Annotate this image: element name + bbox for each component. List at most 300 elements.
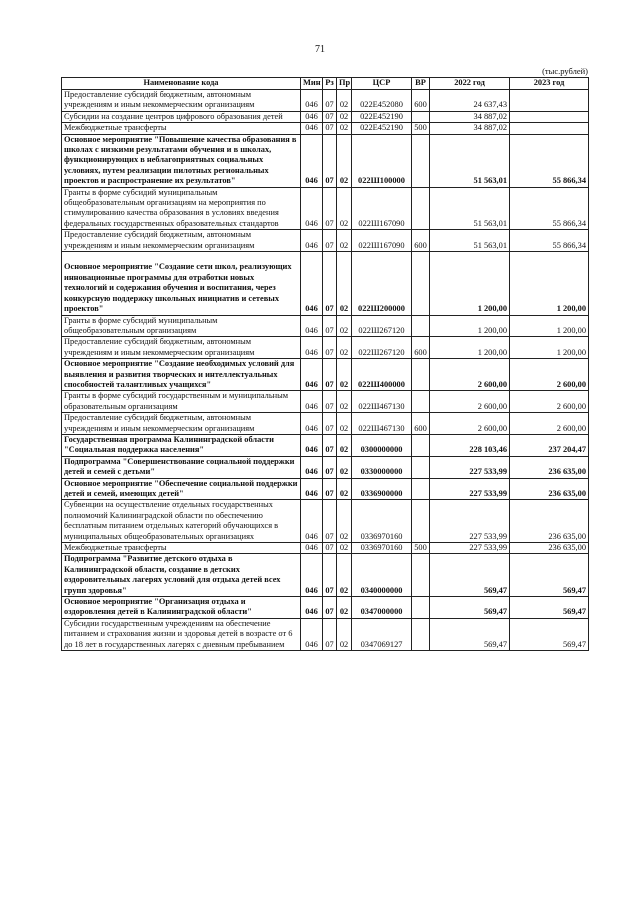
cell-2022-text: 34 887,02 [473,111,507,121]
cell-rz [323,413,337,435]
cell-2023-text: 236 635,00 [548,489,586,499]
cell-pr [337,187,352,230]
cell-csr-text: 022Е452190 [360,111,403,121]
cell-vr-text: 500 [414,123,427,133]
cell-pr [337,478,352,500]
unit-note: (тыс.рублей) [542,66,588,76]
cell-2022 [430,359,510,391]
cell-csr [352,359,412,391]
cell-csr-text: 0330000000 [360,467,403,477]
cell-min [301,618,323,650]
cell-vr [412,413,430,435]
cell-csr [352,123,412,134]
cell-min [301,478,323,500]
cell-vr [412,543,430,554]
cell-name [62,111,301,122]
header-rz: Рз [323,78,337,90]
page-number: 71 [315,44,325,55]
cell-2023 [510,315,589,337]
header-csr: ЦСР [352,78,412,90]
cell-name [62,434,301,456]
cell-2023 [510,434,589,456]
cell-min [301,315,323,337]
cell-csr [352,597,412,619]
cell-2022 [430,597,510,619]
cell-min-text: 046 [305,240,318,250]
cell-2023-text: 2 600,00 [556,379,586,389]
cell-csr [352,187,412,230]
cell-2022 [430,123,510,134]
cell-name-text: Основное мероприятие "Создание необходимых условий для выявления и развития творческих и интеллектуальных способностей талантливых учащихся" [64,359,295,389]
cell-min-text: 046 [305,445,318,455]
cell-min-text: 046 [305,347,318,357]
cell-min-text: 046 [305,123,318,133]
cell-name-text: Гранты в форме субсидий муниципальным общеобразовательным организациям на мероприятия по стимулированию качества образования в условиях введения федеральных государственных образовательных стандартов [64,187,279,228]
cell-2023-text: 236 635,00 [548,531,586,541]
cell-name-text: Подпрограмма "Совершенствование социальной поддержки детей и семей с детьми" [64,456,295,477]
cell-csr-text: 0336900000 [360,489,403,499]
cell-vr [412,391,430,413]
cell-pr-text: 02 [339,543,349,553]
cell-2023-text: 55 866,34 [552,240,586,250]
cell-pr [337,391,352,413]
cell-2022 [430,434,510,456]
cell-2022 [430,230,510,252]
cell-2022 [430,337,510,359]
cell-2023 [510,359,589,391]
cell-pr-text: 02 [339,176,349,186]
cell-csr [352,456,412,478]
cell-pr-text: 02 [339,111,349,121]
table-row [62,111,589,122]
header-vr: ВР [412,78,430,90]
cell-vr [412,478,430,500]
cell-2022-text: 1 200,00 [477,325,507,335]
cell-rz-text: 07 [325,304,334,314]
cell-min-text: 046 [305,111,318,121]
cell-rz [323,359,337,391]
cell-csr-text: 022Ш167090 [358,218,405,228]
cell-min [301,554,323,597]
cell-csr [352,554,412,597]
cell-pr-text: 02 [339,607,349,617]
cell-name-text: Государственная программа Калининградской области "Социальная поддержка населения" [64,434,274,455]
cell-2022 [430,111,510,122]
cell-min [301,434,323,456]
cell-min-text: 046 [305,467,318,477]
cell-name-text: Предоставление субсидий бюджетным, автономным учреждениям и иным некоммерческим организациям [64,413,255,433]
cell-name-text: Подпрограмма "Развитие детского отдыха в Калининградской области, создание в детских оздоровительных лагерях условий для отдыха детей всех групп здоровья" [64,554,281,595]
cell-pr-text: 02 [339,489,349,499]
cell-csr [352,230,412,252]
cell-name [62,252,301,315]
cell-rz-text: 07 [325,123,334,133]
cell-min [301,500,323,543]
cell-csr [352,618,412,650]
cell-2023-text: 236 635,00 [548,467,586,477]
cell-min [301,90,323,112]
cell-min [301,391,323,413]
cell-2023-text: 569,47 [562,639,586,649]
cell-pr-text: 02 [339,585,349,595]
cell-min [301,187,323,230]
cell-2023 [510,134,589,187]
cell-pr-text: 02 [339,531,349,541]
cell-2023-text: 1 200,00 [556,347,586,357]
header-pr: Пр [337,78,352,90]
cell-2023 [510,456,589,478]
cell-csr-text: 022Ш167090 [358,240,405,250]
cell-2022 [430,134,510,187]
cell-pr-text: 02 [339,639,349,649]
cell-rz [323,90,337,112]
table-row [62,413,589,435]
cell-2022-text: 51 563,01 [473,240,507,250]
cell-pr-text: 02 [339,379,349,389]
cell-csr [352,315,412,337]
cell-pr [337,554,352,597]
row-spacer [64,252,298,262]
cell-min [301,337,323,359]
cell-vr [412,434,430,456]
cell-rz-text: 07 [325,240,334,250]
cell-rz [323,337,337,359]
cell-pr [337,359,352,391]
cell-2022-text: 24 637,43 [473,100,507,110]
table-row [62,359,589,391]
cell-min-text: 046 [305,531,318,541]
cell-rz-text: 07 [325,401,334,411]
cell-csr [352,413,412,435]
cell-2022 [430,252,510,315]
cell-2022-text: 2 600,00 [477,401,507,411]
table-header [62,78,589,90]
cell-2022-text: 2 600,00 [477,379,507,389]
cell-rz [323,478,337,500]
cell-pr-text: 02 [339,100,349,110]
cell-csr-text: 0347000000 [360,607,403,617]
cell-name [62,359,301,391]
table-row [62,434,589,456]
cell-min-text: 046 [305,639,318,649]
cell-name-text: Предоставление субсидий бюджетным, автономным учреждениям и иным некоммерческим организациям [64,90,255,110]
cell-2023 [510,337,589,359]
cell-csr-text: 022Ш267120 [358,325,405,335]
cell-vr-text: 600 [414,100,427,110]
cell-pr-text: 02 [339,325,349,335]
cell-2023 [510,554,589,597]
cell-pr-text: 02 [339,467,349,477]
cell-name-text: Межбюджетные трансферты [64,543,167,553]
cell-vr [412,90,430,112]
cell-csr-text: 022Ш267120 [358,347,405,357]
cell-min [301,597,323,619]
cell-2023 [510,500,589,543]
cell-min-text: 046 [305,423,318,433]
header-min: Мин [301,78,323,90]
cell-rz-text: 07 [325,379,334,389]
cell-pr [337,543,352,554]
cell-min [301,230,323,252]
cell-name [62,90,301,112]
cell-vr [412,618,430,650]
table-row [62,478,589,500]
cell-rz-text: 07 [325,176,334,186]
cell-vr [412,359,430,391]
cell-2023 [510,187,589,230]
cell-2022-text: 569,47 [483,585,507,595]
cell-csr [352,134,412,187]
cell-name [62,456,301,478]
cell-pr [337,597,352,619]
cell-2023-text: 1 200,00 [556,325,586,335]
cell-vr [412,230,430,252]
cell-2023 [510,618,589,650]
cell-2022 [430,618,510,650]
cell-2022-text: 34 887,02 [473,123,507,133]
table-row [62,391,589,413]
cell-pr [337,413,352,435]
cell-vr [412,315,430,337]
cell-rz [323,618,337,650]
cell-name-text: Предоставление субсидий бюджетным, автономным учреждениям и иным некоммерческим организациям [64,230,255,250]
cell-2023 [510,597,589,619]
cell-vr [412,252,430,315]
cell-min [301,134,323,187]
header-name: Наименование кода [62,78,301,90]
cell-2022 [430,543,510,554]
table-row [62,597,589,619]
cell-rz [323,543,337,554]
cell-csr [352,90,412,112]
cell-name [62,554,301,597]
cell-rz-text: 07 [325,531,334,541]
cell-rz [323,230,337,252]
cell-2023-text: 236 635,00 [548,543,586,553]
cell-2023 [510,391,589,413]
cell-rz [323,554,337,597]
cell-min-text: 046 [305,325,318,335]
cell-2023-text: 55 866,34 [552,176,586,186]
cell-rz-text: 07 [325,445,334,455]
cell-min-text: 046 [305,304,318,314]
table-row [62,456,589,478]
cell-vr-text: 500 [414,543,427,553]
cell-name [62,134,301,187]
cell-2023-text: 1 200,00 [556,304,586,314]
cell-pr [337,123,352,134]
cell-csr-text: 0347069127 [360,639,403,649]
cell-name-text: Межбюджетные трансферты [64,123,167,133]
table-row [62,500,589,543]
cell-2022-text: 227 533,99 [469,543,507,553]
cell-min-text: 046 [305,176,318,186]
cell-vr-text: 600 [414,423,427,433]
cell-rz-text: 07 [325,423,334,433]
cell-min [301,123,323,134]
cell-min [301,111,323,122]
table-row [62,315,589,337]
cell-pr-text: 02 [339,445,349,455]
table-row [62,337,589,359]
cell-pr [337,500,352,543]
cell-2022 [430,413,510,435]
cell-min-text: 046 [305,543,318,553]
cell-2022 [430,391,510,413]
cell-rz-text: 07 [325,347,334,357]
cell-rz-text: 07 [325,607,334,617]
cell-vr [412,134,430,187]
cell-rz-text: 07 [325,467,334,477]
table-row [62,543,589,554]
cell-name [62,618,301,650]
cell-2022-text: 2 600,00 [477,423,507,433]
cell-2022 [430,554,510,597]
cell-csr [352,391,412,413]
cell-name [62,187,301,230]
cell-2022 [430,315,510,337]
cell-name [62,500,301,543]
cell-2022 [430,187,510,230]
cell-min-text: 046 [305,585,318,595]
cell-2022-text: 1 200,00 [477,304,507,314]
cell-rz [323,597,337,619]
table-row [62,123,589,134]
cell-csr-text: 022Ш100000 [358,176,405,186]
cell-pr [337,252,352,315]
cell-name-text: Гранты в форме субсидий государственным и муниципальным образовательным организациям [64,391,289,411]
cell-csr-text: 022Ш467130 [358,401,405,411]
table-row [62,554,589,597]
cell-csr-text: 0336970160 [360,531,403,541]
cell-pr [337,111,352,122]
cell-vr-text: 600 [414,240,427,250]
cell-rz [323,500,337,543]
cell-2022-text: 227 533,99 [469,531,507,541]
cell-csr-text: 0340000000 [360,585,403,595]
cell-rz-text: 07 [325,585,334,595]
cell-rz [323,315,337,337]
cell-2022 [430,500,510,543]
cell-csr-text: 022Е452080 [360,100,403,110]
cell-pr [337,456,352,478]
cell-pr [337,90,352,112]
cell-csr [352,500,412,543]
cell-csr-text: 022Ш400000 [358,379,405,389]
cell-rz [323,456,337,478]
cell-pr-text: 02 [339,218,349,228]
cell-rz [323,252,337,315]
cell-min [301,359,323,391]
cell-2023 [510,543,589,554]
cell-min-text: 046 [305,379,318,389]
cell-name-text: Субвенции на осуществление отдельных государственных полномочий Калининградской области по обеспечению бесплатным питанием отдельных категорий обучающихся в муниципальных общеобразовательных организациях [64,500,279,541]
cell-vr [412,187,430,230]
table-row [62,134,589,187]
cell-csr-text: 0300000000 [360,445,403,455]
cell-rz-text: 07 [325,111,334,121]
cell-pr [337,134,352,187]
cell-pr-text: 02 [339,123,349,133]
cell-name [62,337,301,359]
header-2023: 2023 год [510,78,589,90]
cell-2022-text: 51 563,01 [473,218,507,228]
cell-name-text: Гранты в форме субсидий муниципальным общеобразовательным организациям [64,315,218,335]
cell-name [62,413,301,435]
cell-rz-text: 07 [325,325,334,335]
cell-2023 [510,230,589,252]
cell-name-text: Субсидии на создание центров цифрового образования детей [64,111,283,121]
table-row [62,187,589,230]
cell-2023 [510,90,589,112]
cell-csr [352,478,412,500]
cell-vr [412,597,430,619]
cell-min-text: 046 [305,401,318,411]
cell-min [301,413,323,435]
cell-name-text: Основное мероприятие "Организация отдыха и оздоровления детей в Калининградской области" [64,597,252,617]
cell-pr-text: 02 [339,423,349,433]
cell-name [62,315,301,337]
cell-rz [323,123,337,134]
cell-name-text: Основное мероприятие "Создание сети школ, реализующих инновационные программы для отработки новых технологий и содержания обучения и воспитания, через конкурсную поддержку школьных инициатив и сетевых проектов" [64,262,292,314]
cell-name [62,597,301,619]
cell-min-text: 046 [305,489,318,499]
cell-pr-text: 02 [339,240,349,250]
cell-csr [352,252,412,315]
cell-name [62,478,301,500]
cell-2023-text: 2 600,00 [556,423,586,433]
cell-vr-text: 600 [414,347,427,357]
table-row [62,252,589,315]
cell-2023-text: 569,47 [562,607,586,617]
cell-pr [337,337,352,359]
cell-name-text: Субсидии государственным учреждениям на обеспечение питанием и страхования жизни и здоровья детей в возрасте от 6 до 18 лет в государственных лагерях с дневным пребыванием [64,618,293,649]
cell-rz-text: 07 [325,100,334,110]
cell-2023-text: 55 866,34 [552,218,586,228]
cell-rz-text: 07 [325,639,334,649]
cell-name [62,543,301,554]
cell-vr [412,500,430,543]
cell-csr-text: 022Ш467130 [358,423,405,433]
cell-2022-text: 569,47 [483,607,507,617]
cell-2022-text: 227 533,99 [469,489,507,499]
cell-2023-text: 237 204,47 [548,445,586,455]
cell-name [62,123,301,134]
cell-pr [337,618,352,650]
cell-2023 [510,111,589,122]
cell-name-text: Основное мероприятие "Повышение качества образования в школах с низкими результатами обучения и в школах, функционирующих в неблагоприятных социальных условиях, путем реализации пилотных региональных проектов и распространение их результатов" [64,134,297,186]
cell-2022-text: 51 563,01 [473,176,507,186]
cell-vr [412,111,430,122]
cell-2022-text: 227 533,99 [469,467,507,477]
cell-min [301,543,323,554]
cell-csr [352,543,412,554]
cell-rz [323,134,337,187]
table-row [62,618,589,650]
table-body [62,90,589,651]
cell-rz-text: 07 [325,218,334,228]
cell-2023 [510,478,589,500]
cell-csr-text: 022Е452190 [360,123,403,133]
cell-min-text: 046 [305,100,318,110]
cell-vr [412,456,430,478]
cell-min [301,252,323,315]
cell-vr [412,337,430,359]
cell-csr-text: 022Ш200000 [358,304,405,314]
table-row [62,230,589,252]
cell-vr [412,123,430,134]
cell-min-text: 046 [305,607,318,617]
